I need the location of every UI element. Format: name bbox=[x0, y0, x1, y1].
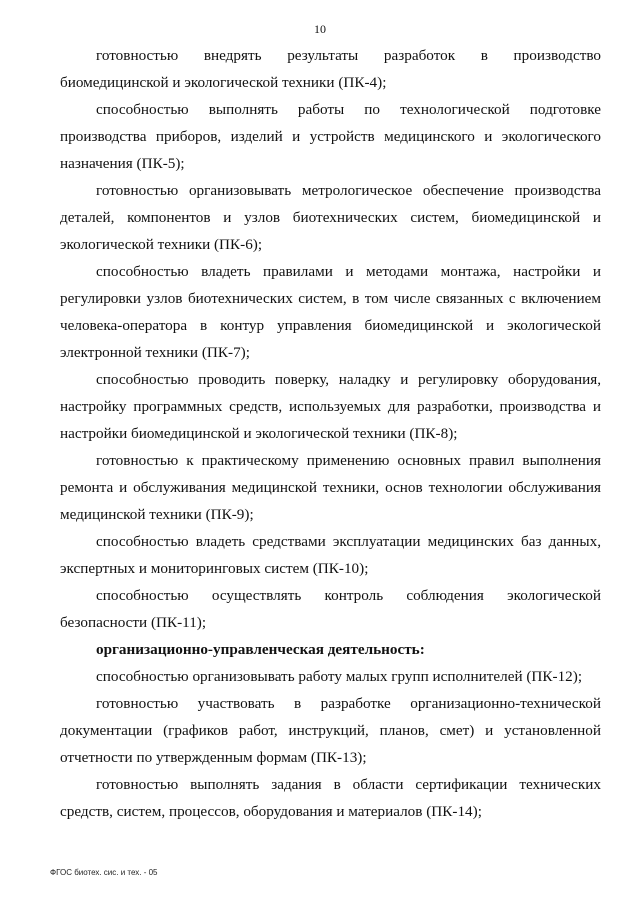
paragraph-pk-13: готовностью участвовать в разработке организационно-технической документации (графиков работ, инструкций, планов, смет) и установленной отчетности по утвержденным формам (ПК-13); bbox=[60, 695, 601, 766]
paragraph-pk-5: способностью выполнять работы по технологической подготовке производства приборов, изделий и устройств медицинского и экологического назначения (ПК-5); bbox=[60, 101, 601, 172]
paragraph-pk-11: способностью осуществлять контроль соблюдения экологической безопасности (ПК-11); bbox=[60, 587, 601, 631]
page-number: 10 bbox=[314, 22, 326, 36]
paragraph-pk-7: способностью владеть правилами и методами монтажа, настройки и регулировки узлов биотехнических систем, в том числе связанных с включением человека-оператора в контур управления биомедицинской и экологической электронной техники (ПК-7); bbox=[60, 263, 601, 361]
page-footer: ФГОС биотех. сис. и тех. - 05 bbox=[50, 868, 158, 877]
paragraph-pk-9: готовностью к практическому применению основных правил выполнения ремонта и обслуживания медицинской техники, основ технологии обслуживания медицинской техники (ПК-9); bbox=[60, 452, 601, 523]
paragraph-pk-6: готовностью организовывать метрологическое обеспечение производства деталей, компонентов и узлов биотехнических систем, биомедицинской и экологической техники (ПК-6); bbox=[60, 182, 601, 253]
paragraph-pk-10: способностью владеть средствами эксплуатации медицинских баз данных, экспертных и мониторинговых систем (ПК-10); bbox=[60, 533, 601, 577]
paragraph-pk-14: готовностью выполнять задания в области сертификации технических средств, систем, процессов, оборудования и материалов (ПК-14); bbox=[60, 776, 601, 820]
paragraph-pk-8: способностью проводить поверку, наладку и регулировку оборудования, настройку программных средств, используемых для разработки, производства и настройки биомедицинской и экологической техники (ПК-8); bbox=[60, 371, 601, 442]
paragraph-pk-4: готовностью внедрять результаты разработок в производство биомедицинской и экологической техники (ПК-4); bbox=[60, 47, 601, 91]
paragraph-pk-12: способностью организовывать работу малых групп исполнителей (ПК-12); bbox=[96, 668, 583, 685]
section-heading: организационно-управленческая деятельность: bbox=[96, 641, 425, 658]
document-body bbox=[60, 42, 601, 825]
